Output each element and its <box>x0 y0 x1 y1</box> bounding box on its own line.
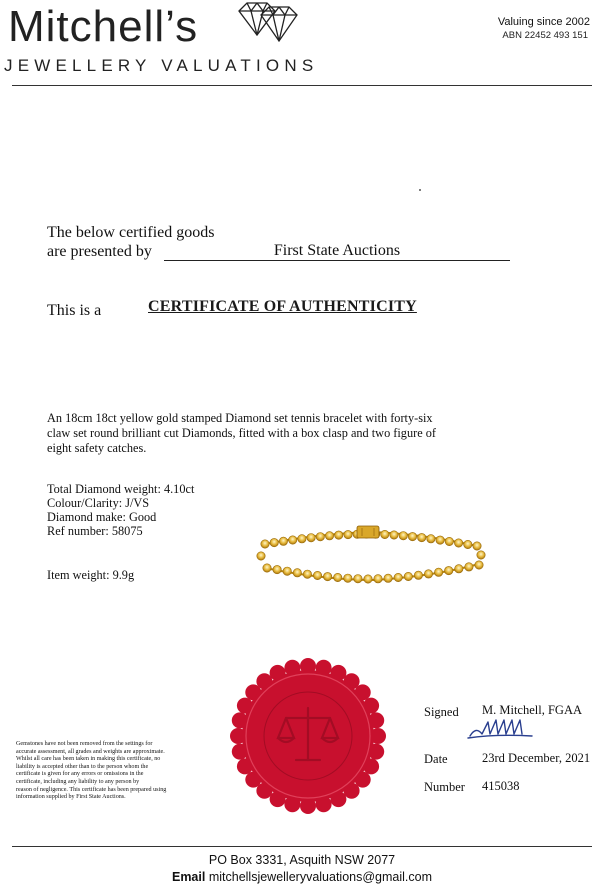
bracelet-diamond <box>381 530 389 538</box>
bracelet-diamond <box>303 570 311 578</box>
disclaimer-line: Gemstones have not been removed from the settings for <box>16 741 153 747</box>
handwritten-signature <box>466 716 536 740</box>
disclaimer-line: Whilst all care has been taken in making this certificate, no <box>16 756 161 763</box>
bracelet-diamond <box>445 537 453 545</box>
bracelet-diamond <box>298 535 306 543</box>
date-label: Date <box>424 752 448 766</box>
presented-by-label: are presented by <box>47 243 152 260</box>
disclaimer-line: information supplied by First State Auctions. <box>16 794 126 801</box>
bracelet-diamond <box>273 565 281 573</box>
date-value: 23rd December, 2021 <box>482 751 591 765</box>
bracelet-diamond <box>307 534 315 542</box>
bracelet-diamond <box>427 535 435 543</box>
bracelet-diamond <box>455 565 463 573</box>
disclaimer-line: accurate assessment, all grades and weights are approximate. <box>16 748 165 755</box>
diamond-logo-icon <box>233 1 299 49</box>
bracelet-diamond <box>334 573 342 581</box>
certified-goods-line: The below certified goods <box>47 224 215 241</box>
description-line: An 18cm 18ct yellow gold stamped Diamond set tennis bracelet with forty-six <box>47 411 433 425</box>
bracelet-diamond <box>436 536 444 544</box>
bracelet-diamond <box>408 532 416 540</box>
footer-address: PO Box 3331, Asquith NSW 2077 <box>208 853 396 867</box>
bracelet-diamond <box>364 575 372 583</box>
description-line: claw set round brilliant cut Diamonds, fitted with a box clasp and two figure of <box>47 426 436 440</box>
presented-by-name: First State Auctions <box>164 242 510 261</box>
bracelet-diamond <box>399 532 407 540</box>
description-line: eight safety catches. <box>47 441 147 455</box>
colour-clarity: Colour/Clarity: J/VS <box>47 496 150 510</box>
bracelet-diamond <box>344 574 352 582</box>
bracelet-diamond <box>289 536 297 544</box>
bracelet-diamond <box>263 564 271 572</box>
bracelet-diamond <box>394 573 402 581</box>
bracelet-diamond <box>354 575 362 583</box>
bracelet-diamond <box>313 571 321 579</box>
footer-email-label: Email <box>171 870 206 884</box>
disclaimer-text <box>16 741 216 802</box>
signed-value: M. Mitchell, FGAA <box>482 703 582 717</box>
bracelet-diamond <box>283 567 291 575</box>
bracelet-diamond <box>475 561 483 569</box>
wax-seal-icon <box>228 656 388 816</box>
bracelet-diamond <box>477 551 485 559</box>
certificate-number: 415038 <box>482 779 520 793</box>
bracelet-diamond <box>293 569 301 577</box>
signed-label: Signed <box>424 705 459 719</box>
brand-name: Mitchell’s <box>8 2 199 51</box>
bracelet-diamond <box>424 570 432 578</box>
bracelet-diamond <box>418 533 426 541</box>
bracelet-image <box>255 524 487 592</box>
bracelet-diamond <box>279 537 287 545</box>
bracelet-diamond <box>316 533 324 541</box>
paper-speck <box>419 189 421 191</box>
footer-divider <box>12 846 592 847</box>
bracelet-diamond <box>323 572 331 580</box>
bracelet-diamond <box>465 563 473 571</box>
bracelet-diamond <box>344 530 352 538</box>
bracelet-diamond <box>473 542 481 550</box>
bracelet-diamond <box>257 552 265 560</box>
footer-email-row <box>0 870 604 884</box>
certificate-title: CERTIFICATE OF AUTHENTICITY <box>148 298 417 315</box>
bracelet-diamond <box>374 575 382 583</box>
bracelet-diamond <box>454 539 462 547</box>
diamond-make: Diamond make: Good <box>47 510 157 524</box>
disclaimer-line: certificate is given for any errors or omissions in the <box>16 771 144 778</box>
disclaimer-line: certificate, including any liability to any person by <box>16 778 140 785</box>
header-divider <box>12 85 592 86</box>
bracelet-diamond <box>404 572 412 580</box>
bracelet-diamond <box>335 531 343 539</box>
disclaimer-line: reason of negligence. This certificate has been prepared using <box>16 786 167 793</box>
bracelet-diamond <box>414 571 422 579</box>
bracelet-diamond <box>390 531 398 539</box>
bracelet-diamond <box>464 540 472 548</box>
bracelet-diamond <box>384 574 392 582</box>
total-diamond-weight: Total Diamond weight: 4.10ct <box>47 482 195 496</box>
this-is-a-label: This is a <box>47 302 102 319</box>
bracelet-diamond <box>325 532 333 540</box>
number-label: Number <box>424 780 465 794</box>
brand-subtitle: JEWELLERY VALUATIONS <box>4 56 319 75</box>
ref-number: Ref number: 58075 <box>47 524 143 538</box>
bracelet-diamond <box>270 538 278 546</box>
valuing-since: Valuing since 2002 <box>497 16 590 28</box>
item-weight: Item weight: 9.9g <box>47 568 135 582</box>
abn-number: ABN 22452 493 151 <box>502 30 588 41</box>
bracelet-diamond <box>434 568 442 576</box>
bracelet-diamond <box>261 540 269 548</box>
disclaimer-line: liability is accepted other than to the person whom the <box>16 763 149 770</box>
box-clasp <box>357 526 379 538</box>
bracelet-diamond <box>445 566 453 574</box>
footer-email-link[interactable]: mitchellsjewelleryvaluations@gmail.com <box>208 870 433 884</box>
